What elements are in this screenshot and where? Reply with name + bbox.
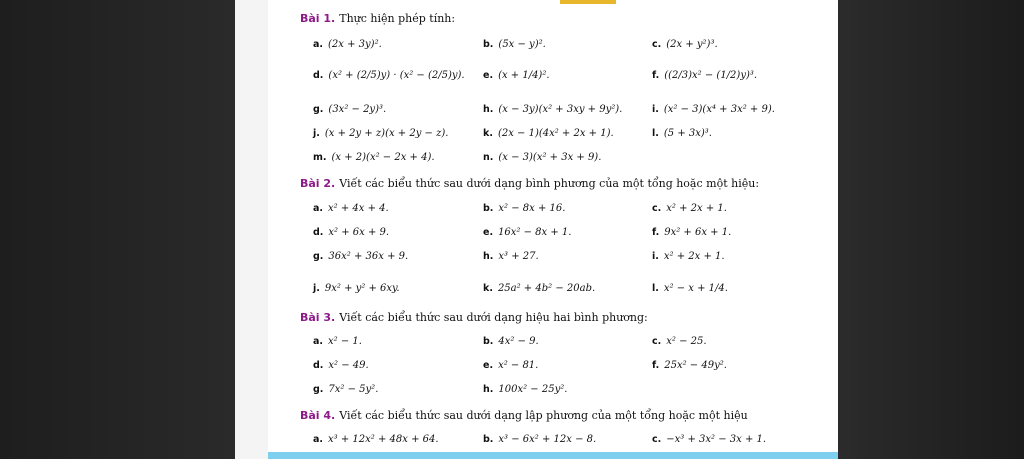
problem-1-item-d: d. (x² + (2/5)y) · (x² − (2/5)y). bbox=[313, 70, 465, 81]
problem-2-title: Viết các biểu thức sau dưới dạng bình phương của một tổng hoặc một hiệu: bbox=[339, 177, 760, 190]
problem-3-item-a: a. x² − 1. bbox=[313, 336, 362, 347]
problem-1-item-f: f. ((2/3)x² − (1/2)y)³. bbox=[652, 70, 758, 81]
problem-1-item-i: i. (x² − 3)(x⁴ + 3x² + 9). bbox=[652, 104, 775, 115]
problem-1-item-m: m. (x + 2)(x² − 2x + 4). bbox=[313, 152, 435, 163]
problem-3-tag: Bài 3. bbox=[300, 311, 336, 324]
problem-2-item-e: e. 16x² − 8x + 1. bbox=[483, 227, 572, 238]
problem-2-item-k: k. 25a² + 4b² − 20ab. bbox=[483, 283, 596, 294]
problem-4-item-a: a. x³ + 12x² + 48x + 64. bbox=[313, 434, 439, 445]
problem-4-tag: Bài 4. bbox=[300, 409, 336, 422]
left-backdrop bbox=[0, 0, 235, 459]
problem-2-item-g: g. 36x² + 36x + 9. bbox=[313, 251, 409, 262]
problem-2-item-j: j. 9x² + y² + 6xy. bbox=[313, 283, 400, 294]
problem-2-item-f: f. 9x² + 6x + 1. bbox=[652, 227, 732, 238]
problem-1-title: Thực hiện phép tính: bbox=[339, 12, 456, 25]
problem-1-item-l: l. (5 + 3x)³. bbox=[652, 128, 712, 139]
problem-2-item-a: a. x² + 4x + 4. bbox=[313, 203, 389, 214]
problem-1-heading bbox=[300, 12, 455, 25]
problem-4-item-c: c. −x³ + 3x² − 3x + 1. bbox=[652, 434, 767, 445]
bottom-accent-band bbox=[268, 452, 838, 459]
problem-3-item-b: b. 4x² − 9. bbox=[483, 336, 539, 347]
problem-3-title: Viết các biểu thức sau dưới dạng hiệu hai bình phương: bbox=[339, 311, 648, 324]
problem-1-item-b: b. (5x − y)². bbox=[483, 39, 546, 50]
problem-3-item-e: e. x² − 81. bbox=[483, 360, 539, 371]
problem-2-heading bbox=[300, 177, 759, 190]
top-accent-bar bbox=[560, 0, 616, 4]
problem-3-item-c: c. x² − 25. bbox=[652, 336, 707, 347]
problem-1-item-j: j. (x + 2y + z)(x + 2y − z). bbox=[313, 128, 449, 139]
problem-1-item-h: h. (x − 3y)(x² + 3xy + 9y²). bbox=[483, 104, 623, 115]
problem-2-item-h: h. x³ + 27. bbox=[483, 251, 539, 262]
right-backdrop bbox=[850, 0, 1024, 459]
problem-1-item-k: k. (2x − 1)(4x² + 2x + 1). bbox=[483, 128, 614, 139]
problem-1-item-c: c. (2x + y²)³. bbox=[652, 39, 718, 50]
problem-4-item-b: b. x³ − 6x² + 12x − 8. bbox=[483, 434, 597, 445]
problem-4-heading bbox=[300, 409, 748, 422]
page-margin bbox=[235, 0, 268, 459]
problem-3-item-f: f. 25x² − 49y². bbox=[652, 360, 727, 371]
problem-1-item-e: e. (x + 1/4)². bbox=[483, 70, 550, 81]
problem-2-item-i: i. x² + 2x + 1. bbox=[652, 251, 725, 262]
problem-1-item-n: n. (x − 3)(x² + 3x + 9). bbox=[483, 152, 602, 163]
problem-2-item-d: d. x² + 6x + 9. bbox=[313, 227, 390, 238]
problem-4-title: Viết các biểu thức sau dưới dạng lập phương của một tổng hoặc một hiệu bbox=[339, 409, 748, 422]
problem-3-item-d: d. x² − 49. bbox=[313, 360, 369, 371]
problem-2-tag: Bài 2. bbox=[300, 177, 336, 190]
problem-2-item-c: c. x² + 2x + 1. bbox=[652, 203, 727, 214]
problem-3-item-g: g. 7x² − 5y². bbox=[313, 384, 379, 395]
problem-1-item-a: a. (2x + 3y)². bbox=[313, 39, 382, 50]
problem-2-item-b: b. x² − 8x + 16. bbox=[483, 203, 566, 214]
problem-3-heading bbox=[300, 311, 648, 324]
problem-1-tag: Bài 1. bbox=[300, 12, 336, 25]
problem-1-item-g: g. (3x² − 2y)³. bbox=[313, 104, 387, 115]
problem-3-item-h: h. 100x² − 25y². bbox=[483, 384, 568, 395]
problem-2-item-l: l. x² − x + 1/4. bbox=[652, 283, 728, 294]
